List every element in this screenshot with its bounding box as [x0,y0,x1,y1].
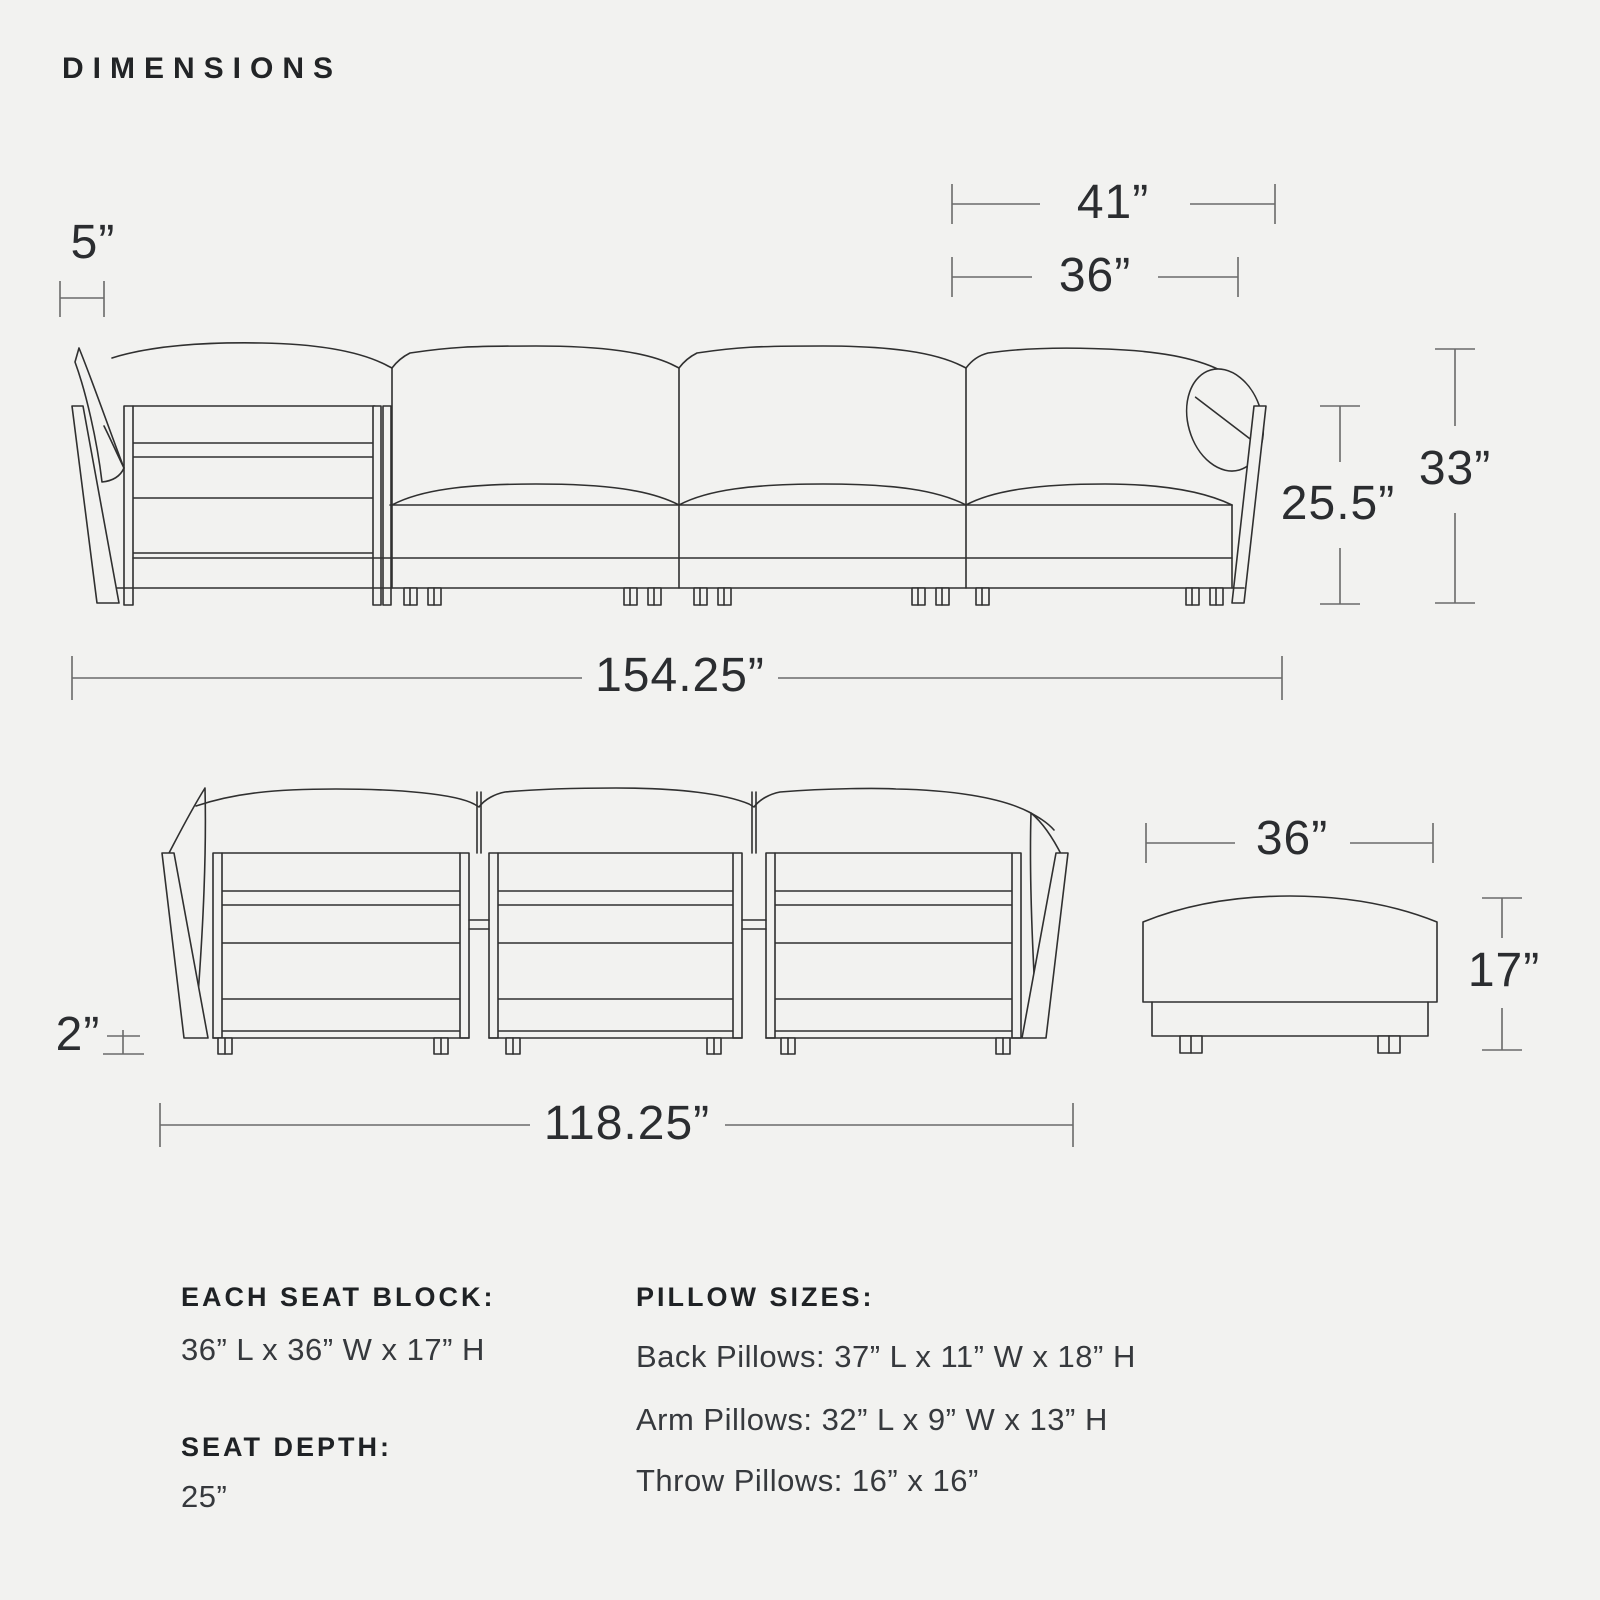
dim-label-ottoman-height: 17” [1467,944,1541,997]
seat-block-value: 36” L x 36” W x 17” H [181,1332,485,1367]
front-legs [404,588,1223,605]
ottoman-base [1152,1002,1428,1036]
pillow-sizes-heading: PILLOW SIZES: [636,1282,875,1312]
pillow-size-arm: Arm Pillows: 32” L x 9” W x 13” H [636,1402,1108,1437]
pillow-size-throw: Throw Pillows: 16” x 16” [636,1463,979,1498]
dim-label-overall-width: 154.25” [595,649,765,702]
seat-depth-heading: SEAT DEPTH: [181,1432,393,1462]
front-seat-cushions [392,484,1232,505]
back-legs [218,1038,1010,1054]
ottoman-legs [1180,1036,1400,1053]
back-frame-module-3 [766,853,1021,1038]
front-corner-frame [124,406,391,605]
front-back-cushions [112,343,1251,406]
dim-label-module-width: 36” [1058,249,1132,302]
back-view-drawing [162,788,1068,1054]
back-right-arm [1022,853,1068,1038]
pillow-size-back: Back Pillows: 37” L x 11” W x 18” H [636,1339,1136,1374]
dim-line-arm-width [60,281,104,317]
dim-label-ottoman-width: 36” [1255,812,1329,865]
dim-label-arm-width: 5” [70,216,116,269]
seat-depth-value: 25” [181,1479,228,1514]
dim-label-base-height: 2” [55,1008,101,1061]
dim-label-corner-width: 41” [1076,176,1150,229]
back-frame-module-2 [489,853,742,1038]
back-frame-module-1 [213,853,469,1038]
dim-label-back-overall-width: 118.25” [543,1097,711,1150]
page-title: DIMENSIONS [62,52,343,85]
ottoman-cushion [1143,896,1437,1002]
seat-block-heading: EACH SEAT BLOCK: [181,1282,496,1312]
dim-label-overall-height: 33” [1418,442,1492,495]
front-view-drawing [72,343,1275,605]
back-cushions-top [196,788,1054,830]
dim-label-frame-height: 25.5” [1280,477,1396,530]
back-frame-connectors [469,920,766,929]
dim-line-base-height [103,1030,144,1054]
ottoman-drawing [1143,896,1437,1053]
